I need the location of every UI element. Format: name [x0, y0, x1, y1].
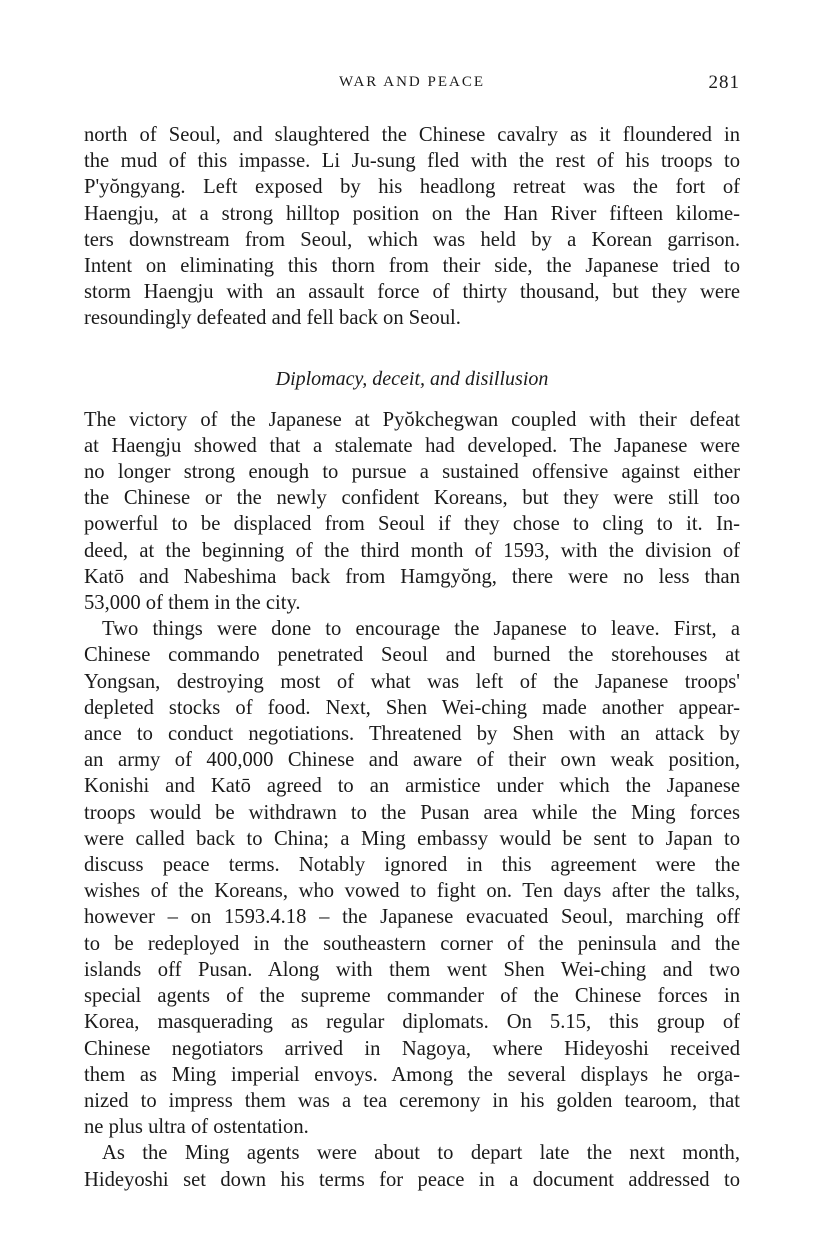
text-line: ne plus ultra of ostentation. — [84, 1116, 309, 1139]
text-line: P'yŏngyang. Left exposed by his headlong retreat was the fort of — [84, 176, 740, 199]
text-line: discuss peace terms. Notably ignored in this agreement were the — [84, 854, 740, 877]
text-line: special agents of the supreme commander of the Chinese forces in — [84, 985, 740, 1008]
text-line: Korea, masquerading as regular diplomats. On 5.15, this group of — [84, 1011, 740, 1034]
text-line: Chinese negotiators arrived in Nagoya, where Hideyoshi received — [84, 1037, 740, 1060]
paragraph-2 — [84, 407, 740, 617]
running-title: WAR AND PEACE — [338, 74, 485, 90]
text-line: Intent on eliminating this thorn from their side, the Japanese tried to — [84, 255, 740, 278]
text-line: As the Ming agents were about to depart late the next month, — [102, 1142, 740, 1165]
section-heading: Diplomacy, deceit, and disillusion — [275, 367, 549, 390]
text-line: north of Seoul, and slaughtered the Chinese cavalry as it floundered in — [84, 124, 740, 146]
text-line: Haengju, at a strong hilltop position on the Han River fifteen kilome- — [84, 202, 740, 225]
text-line: storm Haengju with an assault force of thirty thousand, but they were — [84, 281, 740, 304]
text-line: no longer strong enough to pursue a sustained offensive against either — [84, 461, 740, 484]
paragraph-3 — [84, 616, 740, 1140]
text-line: islands off Pusan. Along with them went Shen Wei-ching and two — [84, 958, 740, 981]
text-line: deed, at the beginning of the third month of 1593, with the division of — [84, 539, 740, 562]
text-line: ters downstream from Seoul, which was held by a Korean garrison. — [84, 228, 740, 251]
text-line: Yongsan, destroying most of what was left of the Japanese troops' — [84, 670, 740, 693]
text-line: however – on 1593.4.18 – the Japanese evacuated Seoul, marching off — [84, 906, 740, 929]
text-line: the Chinese or the newly confident Koreans, but they were still too — [84, 487, 740, 510]
text-line: Hideyoshi set down his terms for peace in a document addressed to — [84, 1168, 740, 1191]
text-line: were called back to China; a Ming embassy would be sent to Japan to — [84, 827, 740, 850]
text-line: them as Ming imperial envoys. Among the several displays he orga- — [84, 1063, 740, 1086]
text-line: The victory of the Japanese at Pyŏkchegwan coupled with their defeat — [84, 408, 740, 431]
paragraph-1 — [84, 122, 740, 332]
text-line: ance to conduct negotiations. Threatened by Shen with an attack by — [84, 723, 740, 746]
text-line: resoundingly defeated and fell back on Seoul. — [84, 307, 461, 330]
text-line: at Haengju showed that a stalemate had developed. The Japanese were — [84, 434, 740, 457]
text-line: Katō and Nabeshima back from Hamgyŏng, there were no less than — [84, 565, 740, 588]
text-line: Two things were done to encourage the Japanese to leave. First, a — [102, 618, 740, 641]
text-line: an army of 400,000 Chinese and aware of their own weak position, — [84, 749, 740, 772]
text-line: 53,000 of them in the city. — [84, 592, 301, 615]
text-line: wishes of the Koreans, who vowed to fight on. Ten days after the talks, — [84, 880, 740, 903]
text-line: troops would be withdrawn to the Pusan area while the Ming forces — [84, 801, 740, 824]
text-line: nized to impress them was a tea ceremony in his golden tearoom, that — [84, 1089, 740, 1112]
text-line: powerful to be displaced from Seoul if they chose to cling to it. In- — [84, 513, 740, 536]
text-line: depleted stocks of food. Next, Shen Wei-ching made another appear- — [84, 696, 740, 719]
body-text — [84, 122, 740, 1193]
text-line: Chinese commando penetrated Seoul and burned the storehouses at — [84, 644, 740, 667]
paragraph-4 — [84, 1140, 740, 1192]
page-number: 281 — [708, 72, 740, 93]
text-line: to be redeployed in the southeastern corner of the peninsula and the — [84, 932, 740, 955]
text-line: the mud of this impasse. Li Ju-sung fled with the rest of his troops to — [84, 150, 740, 173]
text-line: Konishi and Katō agreed to an armistice under which the Japanese — [84, 775, 740, 798]
running-head — [84, 72, 740, 96]
